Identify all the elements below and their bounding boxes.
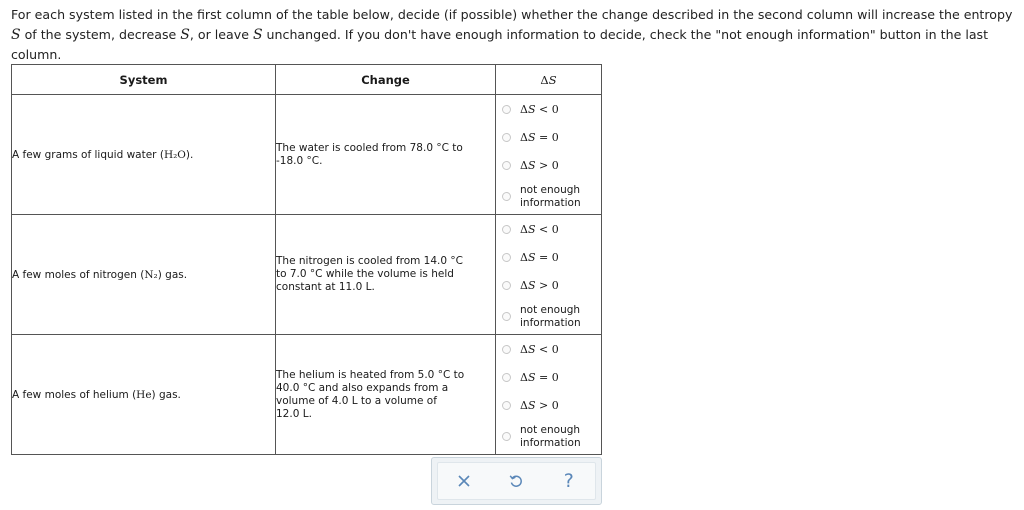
options-cell [496, 215, 602, 335]
header-delta-s [496, 65, 602, 95]
change-cell [276, 335, 496, 455]
option-decrease[interactable] [496, 95, 601, 123]
entropy-variable: S [527, 278, 536, 292]
system-text: A few grams of liquid water ( [12, 148, 164, 161]
radio-button[interactable] [502, 253, 511, 262]
radio-button[interactable] [502, 401, 511, 410]
table-row [12, 95, 602, 215]
entropy-variable: S [11, 27, 21, 43]
option-unchanged[interactable] [496, 363, 601, 391]
entropy-variable: S [180, 27, 190, 43]
header-change: Change [276, 65, 496, 95]
entropy-variable: S [527, 102, 536, 116]
radio-button[interactable] [502, 373, 511, 382]
comparison-text: > 0 [539, 278, 559, 292]
option-label [520, 223, 559, 236]
entropy-variable: S [527, 130, 536, 144]
options-cell [496, 335, 602, 455]
option-label: not enough information [520, 303, 581, 329]
entropy-variable: S [527, 250, 536, 264]
delta-symbol: Δ [520, 250, 528, 264]
comparison-text: = 0 [539, 370, 559, 384]
entropy-variable: S [252, 27, 263, 43]
option-increase[interactable] [496, 391, 601, 419]
option-label [520, 103, 559, 116]
option-label: not enough information [520, 423, 581, 449]
radio-button[interactable] [502, 432, 511, 441]
comparison-text: < 0 [539, 342, 559, 356]
comparison-text: > 0 [539, 398, 559, 412]
system-cell [12, 215, 276, 335]
toolbar-inner [437, 462, 596, 500]
clear-button[interactable] [449, 466, 479, 496]
change-cell [276, 95, 496, 215]
option-label [520, 159, 559, 172]
option-label [520, 399, 559, 412]
entropy-variable: S [527, 342, 536, 356]
entropy-variable: S [527, 222, 536, 236]
instructions [11, 5, 1016, 65]
comparison-text: < 0 [539, 102, 559, 116]
delta-symbol: Δ [520, 398, 528, 412]
delta-symbol: Δ [520, 342, 528, 356]
option-not-enough-info[interactable] [496, 179, 601, 214]
comparison-text: = 0 [539, 250, 559, 264]
option-label [520, 371, 559, 384]
change-cell [276, 215, 496, 335]
option-not-enough-info[interactable] [496, 299, 601, 334]
delta-symbol: Δ [520, 222, 528, 236]
system-cell [12, 95, 276, 215]
entropy-variable: S [527, 158, 536, 172]
radio-button[interactable] [502, 133, 511, 142]
delta-symbol: Δ [520, 102, 528, 116]
change-text: The water is cooled from 78.0 °C to -18.0 °C. [276, 141, 463, 167]
undo-icon [508, 473, 524, 489]
instructions-text: For each system listed in the first column of the table below, decide (if possible) whether the change described in the second column will increase the entropy [11, 7, 1013, 22]
radio-button[interactable] [502, 192, 511, 201]
entropy-variable: S [548, 72, 557, 87]
answer-toolbar [431, 457, 602, 505]
chemical-formula: N₂ [144, 268, 158, 281]
option-label [520, 251, 559, 264]
system-text: ) gas. [151, 388, 181, 401]
chemical-formula: H₂O [163, 148, 186, 161]
instructions-text: , or leave [189, 27, 253, 42]
delta-symbol: Δ [520, 278, 528, 292]
instructions-text: of the system, decrease [20, 27, 181, 42]
option-unchanged[interactable] [496, 123, 601, 151]
entropy-variable: S [527, 370, 536, 384]
radio-button[interactable] [502, 345, 511, 354]
instructions-text: unchanged. If you don't have enough information to decide, check the "not enough information" button in the last column. [11, 27, 989, 62]
radio-button[interactable] [502, 281, 511, 290]
system-text: A few moles of helium ( [12, 388, 137, 401]
comparison-text: < 0 [539, 222, 559, 236]
system-text: ). [185, 148, 194, 161]
system-text: ) gas. [157, 268, 188, 281]
radio-button[interactable] [502, 225, 511, 234]
entropy-table [11, 64, 602, 455]
comparison-text: = 0 [539, 130, 559, 144]
table-row [12, 335, 602, 455]
option-label [520, 131, 559, 144]
help-button[interactable] [554, 466, 584, 496]
undo-button[interactable] [501, 466, 531, 496]
close-icon [457, 474, 471, 488]
entropy-variable: S [527, 398, 536, 412]
option-label [520, 279, 559, 292]
change-text: The helium is heated from 5.0 °C to 40.0 °C and also expands from a volume of 4.0 L to a volume of 12.0 L. [276, 368, 465, 420]
delta-symbol: Δ [520, 158, 528, 172]
table-row [12, 215, 602, 335]
option-label [520, 343, 559, 356]
option-decrease[interactable] [496, 215, 601, 243]
system-text: A few moles of nitrogen ( [12, 268, 145, 281]
delta-symbol: Δ [520, 370, 528, 384]
comparison-text: > 0 [539, 158, 559, 172]
table-header-row [12, 65, 602, 95]
delta-symbol: Δ [520, 130, 528, 144]
option-unchanged[interactable] [496, 243, 601, 271]
change-text: The nitrogen is cooled from 14.0 °C to 7.0 °C while the volume is held constant at 11.0 L. [276, 255, 463, 293]
option-increase[interactable] [496, 151, 601, 179]
option-increase[interactable] [496, 271, 601, 299]
options-cell [496, 95, 602, 215]
help-icon: ? [563, 470, 574, 492]
system-cell [12, 335, 276, 455]
header-system: System [12, 65, 276, 95]
option-decrease[interactable] [496, 335, 601, 363]
option-not-enough-info[interactable] [496, 419, 601, 454]
chemical-formula: He [136, 388, 152, 401]
radio-button[interactable] [502, 161, 511, 170]
option-label: not enough information [520, 183, 581, 209]
radio-button[interactable] [502, 105, 511, 114]
delta-symbol: Δ [540, 72, 549, 87]
radio-button[interactable] [502, 312, 511, 321]
